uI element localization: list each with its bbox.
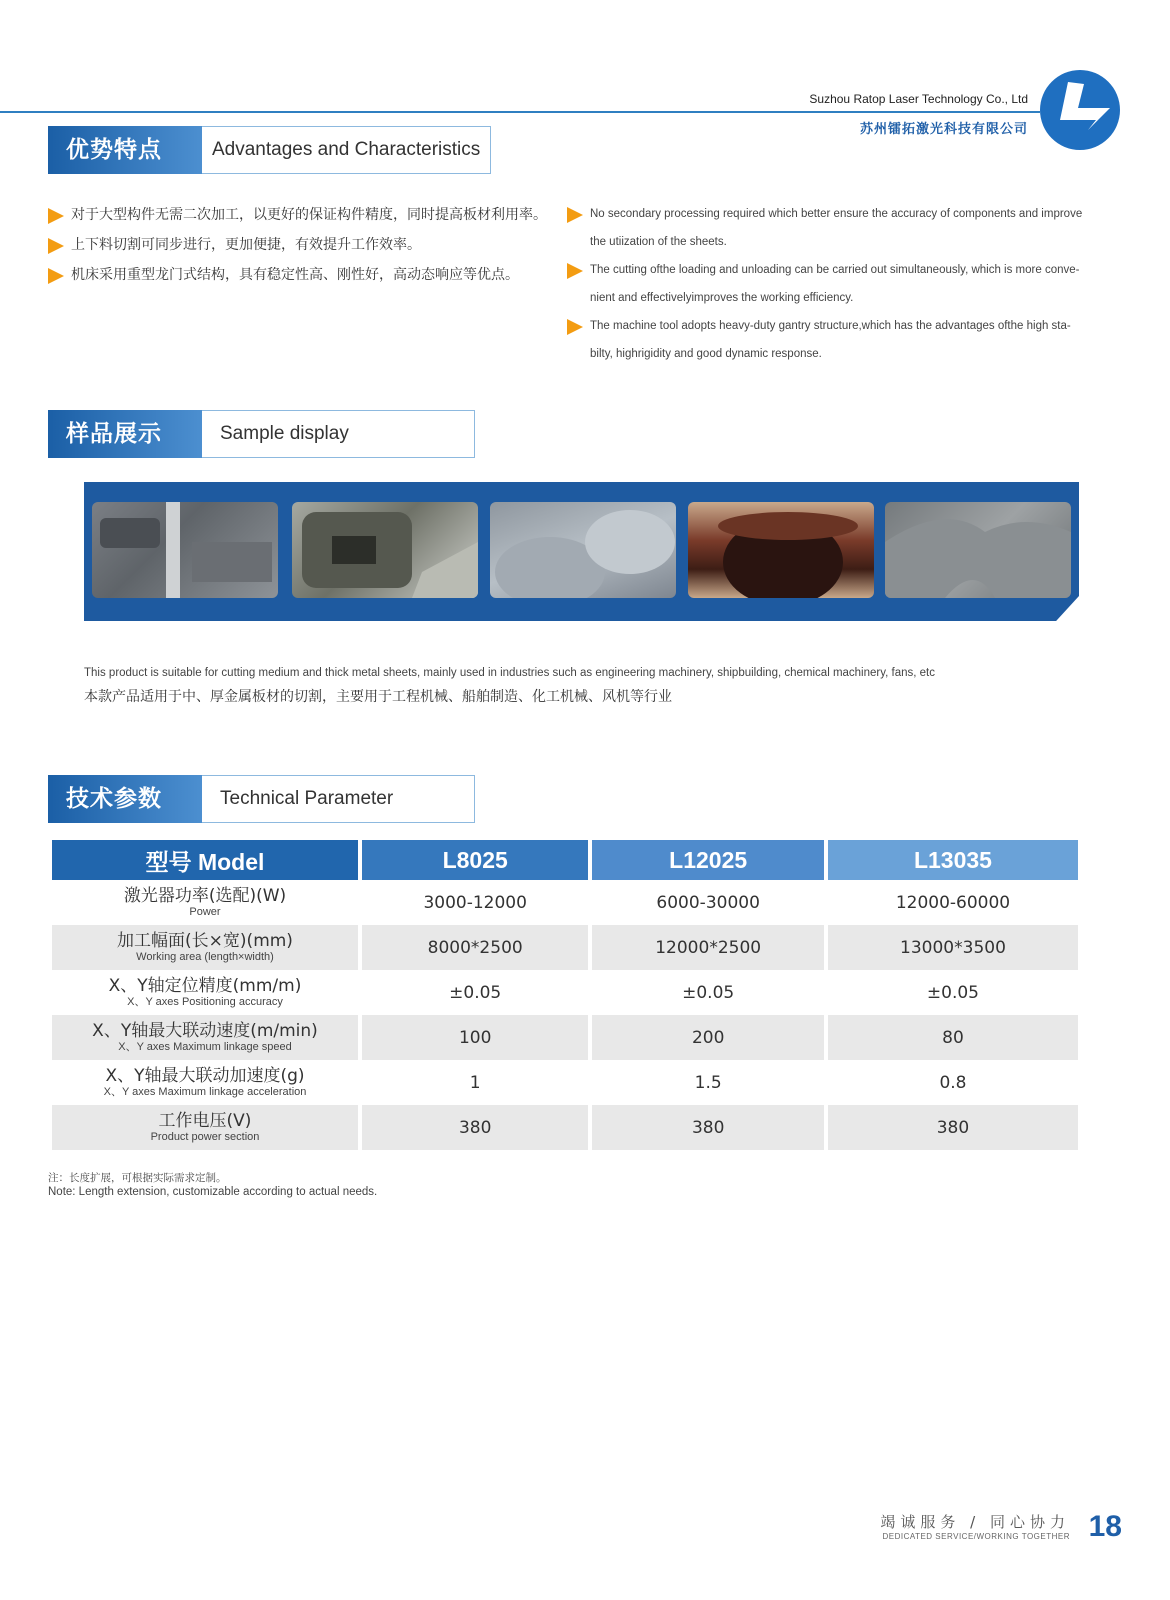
footer-slogan-cn: 竭诚服务 / 同心协力 — [880, 1513, 1070, 1531]
table-row — [52, 880, 1078, 925]
company-logo-icon — [1038, 68, 1122, 152]
sample-photo-thick-plate — [92, 502, 278, 598]
company-name-cn: 苏州镭拓激光科技有限公司 — [859, 122, 1028, 137]
list-item: The machine tool adopts heavy-duty gantry structure,which has the advantages ofthe high sta- bilty, highrigidity and good dynamic response. — [567, 312, 1087, 368]
row-label: X、Y轴最大联动加速度(g) X、Y axes Maximum linkage acceleration — [103, 1066, 307, 1098]
bullet-arrow-icon — [567, 207, 583, 223]
row-label: 激光器功率(选配)(W) Power — [123, 886, 287, 918]
table-row — [52, 925, 1078, 970]
table-cell: 8000*2500 — [362, 925, 588, 970]
bullet-arrow-icon — [48, 268, 64, 284]
row-label: X、Y轴最大联动速度(m/min) X、Y axes Maximum linkage speed — [52, 1015, 358, 1060]
list-item: 对于大型构件无需二次加工，以更好的保证构件精度，同时提高板材利用率。 — [48, 200, 548, 230]
row-label: 加工幅面(长×宽)(mm) Working area (length×width) — [52, 925, 358, 970]
table-header-cell: L13035 — [828, 840, 1078, 880]
samples-section-title — [48, 410, 475, 458]
samples-description-cn: 本款产品适用于中、厚金属板材的切割，主要用于工程机械、船舶制造、化工机械、风机等行业 — [84, 689, 672, 705]
table-cell: 6000-30000 — [656, 892, 760, 913]
table-cell: 80 — [828, 1015, 1078, 1060]
specification-table — [48, 840, 1082, 1150]
table-cell: 1 — [469, 1072, 481, 1093]
table-header-cell: L12025 — [592, 840, 824, 880]
table-cell: 380 — [362, 1105, 588, 1150]
row-label: 工作电压(V) Product power section — [52, 1105, 358, 1150]
table-cell: 380 — [828, 1105, 1078, 1150]
list-item: 上下料切割可同步进行，更加便捷，有效提升工作效率。 — [48, 230, 548, 260]
advantages-list-en — [567, 200, 1087, 368]
bullet-arrow-icon — [567, 263, 583, 279]
advantages-list-cn — [48, 200, 548, 290]
samples-description-en: This product is suitable for cutting medium and thick metal sheets, mainly used in industries such as engineering machinery, shipbuilding, chemical machinery, fans, etc — [84, 667, 935, 679]
table-cell: 100 — [362, 1015, 588, 1060]
row-label: X、Y轴定位精度(mm/m) X、Y axes Positioning accuracy — [108, 976, 302, 1008]
table-cell: 1.5 — [694, 1072, 722, 1093]
table-header-cell: 型号 Model — [52, 840, 358, 880]
advantages-title-en: Advantages and Characteristics — [202, 126, 491, 174]
list-item: 机床采用重型龙门式结构，具有稳定性高、刚性好，高动态响应等优点。 — [48, 260, 548, 290]
page-number: 18 — [1088, 1510, 1122, 1543]
table-cell: ±0.05 — [926, 982, 980, 1003]
list-item: The cutting ofthe loading and unloading can be carried out simultaneously, which is more conve- nient and effectivelyimproves the working efficiency. — [567, 256, 1087, 312]
samples-title-en: Sample display — [202, 410, 475, 458]
company-name-en: Suzhou Ratop Laser Technology Co., Ltd — [809, 92, 1028, 106]
table-row — [52, 1015, 1078, 1060]
table-row — [52, 1060, 1078, 1105]
bullet-arrow-icon — [567, 319, 583, 335]
technical-section-title — [48, 775, 475, 823]
table-header-cell: L8025 — [362, 840, 588, 880]
sample-photo-round-hole — [688, 502, 874, 598]
table-cell: 12000-60000 — [895, 892, 1011, 913]
sample-photo-cut-part — [292, 502, 478, 598]
table-cell: ±0.05 — [449, 982, 502, 1003]
table-note-en: Note: Length extension, customizable according to actual needs. — [48, 1186, 378, 1198]
table-note-cn: 注：长度扩展，可根据实际需求定制。 — [48, 1172, 227, 1184]
footer-slogan-en: DEDICATED SERVICE/WORKING TOGETHER — [882, 1532, 1070, 1541]
advantages-section-title — [48, 126, 491, 174]
table-cell: 200 — [592, 1015, 824, 1060]
table-cell: 0.8 — [939, 1072, 967, 1093]
header-rule — [0, 111, 1040, 113]
sample-photo-shaped-part — [885, 502, 1071, 598]
table-header-row — [52, 840, 1078, 880]
table-row — [52, 970, 1078, 1015]
sample-photo-discs — [490, 502, 676, 598]
list-item: No secondary processing required which better ensure the accuracy of components and improve the utiization of the sheets. — [567, 200, 1087, 256]
advantages-title-cn: 优势特点 — [48, 126, 202, 174]
technical-title-en: Technical Parameter — [202, 775, 475, 823]
table-cell: 380 — [592, 1105, 824, 1150]
table-row — [52, 1105, 1078, 1150]
table-cell: 12000*2500 — [592, 925, 824, 970]
samples-title-cn: 样品展示 — [48, 410, 202, 458]
technical-title-cn: 技术参数 — [48, 775, 202, 823]
table-cell: ±0.05 — [682, 982, 735, 1003]
table-cell: 13000*3500 — [828, 925, 1078, 970]
bullet-arrow-icon — [48, 238, 64, 254]
table-cell: 3000-12000 — [423, 892, 527, 913]
bullet-arrow-icon — [48, 208, 64, 224]
